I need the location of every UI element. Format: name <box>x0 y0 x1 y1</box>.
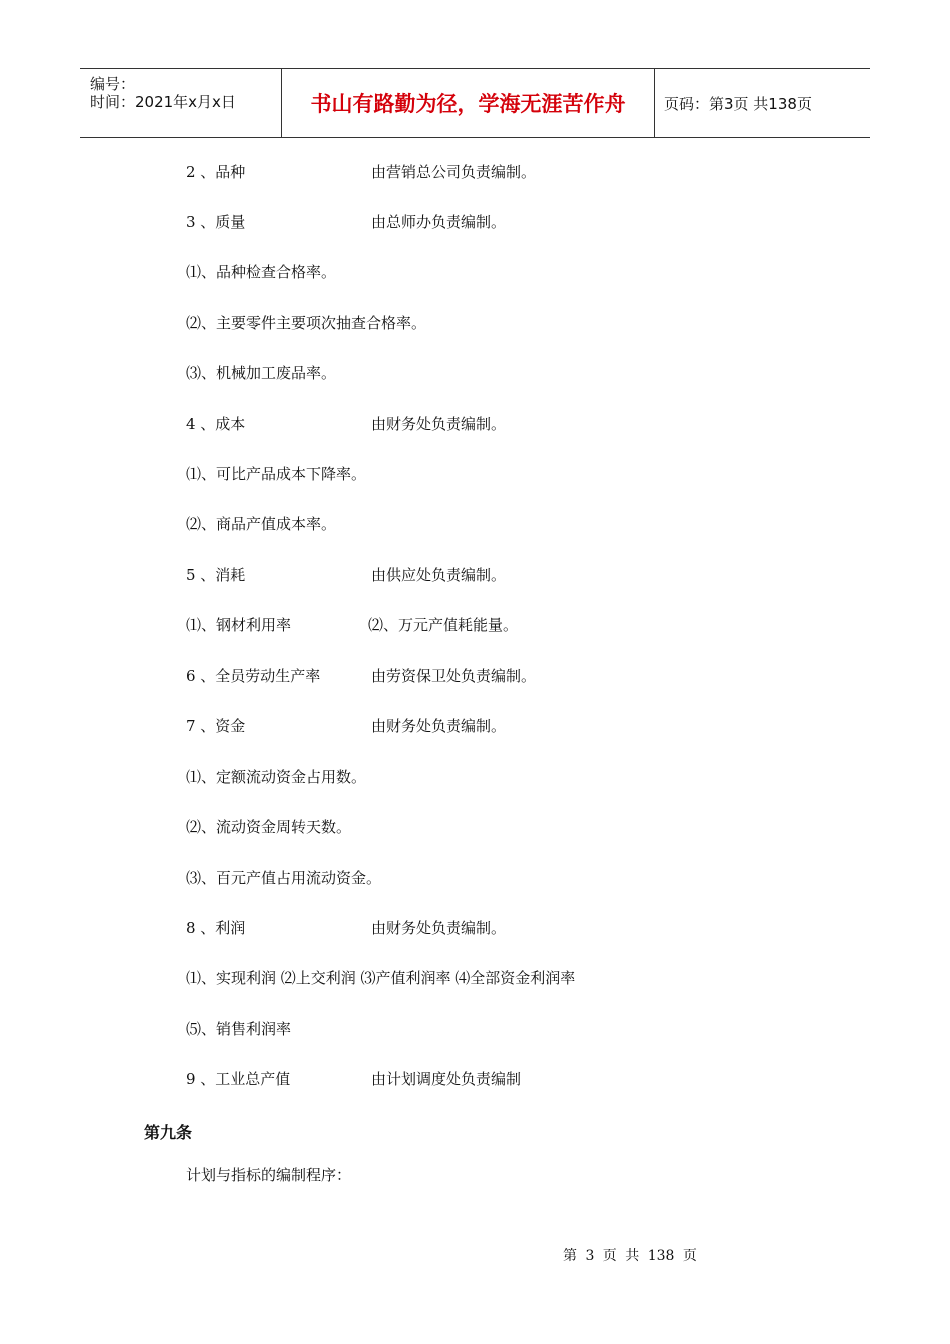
article-text: 计划与指标的编制程序： <box>186 1166 352 1184</box>
page-header <box>80 68 870 138</box>
item-label: 4 、成本 <box>186 415 246 433</box>
list-item <box>186 162 537 182</box>
list-item <box>186 1069 522 1089</box>
page-info: 页码：第3页 共138页 <box>664 95 812 113</box>
list-item <box>186 767 366 787</box>
item-label: 8 、利润 <box>186 919 246 937</box>
item-label: 3 、质量 <box>186 213 246 231</box>
list-item <box>186 212 507 232</box>
item-note: 由营销总公司负责编制。 <box>371 163 537 181</box>
item-label: 5 、消耗 <box>186 566 246 584</box>
item-note: 由供应处负责编制。 <box>371 566 507 584</box>
item-label: ⑴、钢材利用率 <box>186 616 292 634</box>
page-footer: 第 3 页 共 138 页 <box>563 1248 697 1264</box>
list-item <box>186 262 336 282</box>
item-note: 由总师办负责编制。 <box>371 213 507 231</box>
list-item <box>186 514 336 534</box>
item-label: ⑶、机械加工废品率。 <box>186 364 337 382</box>
item-label: ⑵、商品产值成本率。 <box>186 515 337 533</box>
list-item <box>186 716 507 736</box>
list-item <box>186 666 537 686</box>
item-label: ⑵、主要零件主要项次抽查合格率。 <box>186 314 427 332</box>
item-label: ⑴、品种检查合格率。 <box>186 263 337 281</box>
item-label: 9 、工业总产值 <box>186 1070 291 1088</box>
item-note: 由计划调度处负责编制 <box>371 1070 522 1088</box>
item-note: 由财务处负责编制。 <box>371 717 507 735</box>
list-item <box>186 868 381 888</box>
item-label: 7 、资金 <box>186 717 246 735</box>
item-note: 由劳资保卫处负责编制。 <box>371 667 537 685</box>
list-item <box>186 414 507 434</box>
list-item <box>186 918 507 938</box>
list-item <box>186 615 519 635</box>
motto: 书山有路勤为径，学海无涯苦作舟 <box>282 69 655 137</box>
item-label: 2 、品种 <box>186 163 246 181</box>
item-note: 由财务处负责编制。 <box>371 415 507 433</box>
item-label: ⑸、销售利润率 <box>186 1020 292 1038</box>
list-item <box>186 363 336 383</box>
item-label: ⑴、可比产品成本下降率。 <box>186 465 367 483</box>
list-item <box>186 565 507 585</box>
header-meta-cell <box>80 69 282 137</box>
item-label: ⑴、实现利润 ⑵上交利润 ⑶产值利润率 ⑷全部资金利润率 <box>186 969 576 987</box>
list-item <box>186 313 426 333</box>
time-label: 时间：2021年x月x日 <box>90 93 236 111</box>
item-label: ⑶、百元产值占用流动资金。 <box>186 869 382 887</box>
item-label: ⑵、流动资金周转天数。 <box>186 818 352 836</box>
article-heading: 第九条 <box>144 1123 193 1142</box>
item-label: 6 、全员劳动生产率 <box>186 667 321 685</box>
list-item <box>186 968 575 988</box>
list-item <box>186 464 366 484</box>
item-note: ⑵、万元产值耗能量。 <box>368 616 519 634</box>
list-item <box>186 817 351 837</box>
list-item <box>186 1019 291 1039</box>
item-label: ⑴、定额流动资金占用数。 <box>186 768 367 786</box>
number-label: 编号： <box>90 75 136 93</box>
item-note: 由财务处负责编制。 <box>371 919 507 937</box>
